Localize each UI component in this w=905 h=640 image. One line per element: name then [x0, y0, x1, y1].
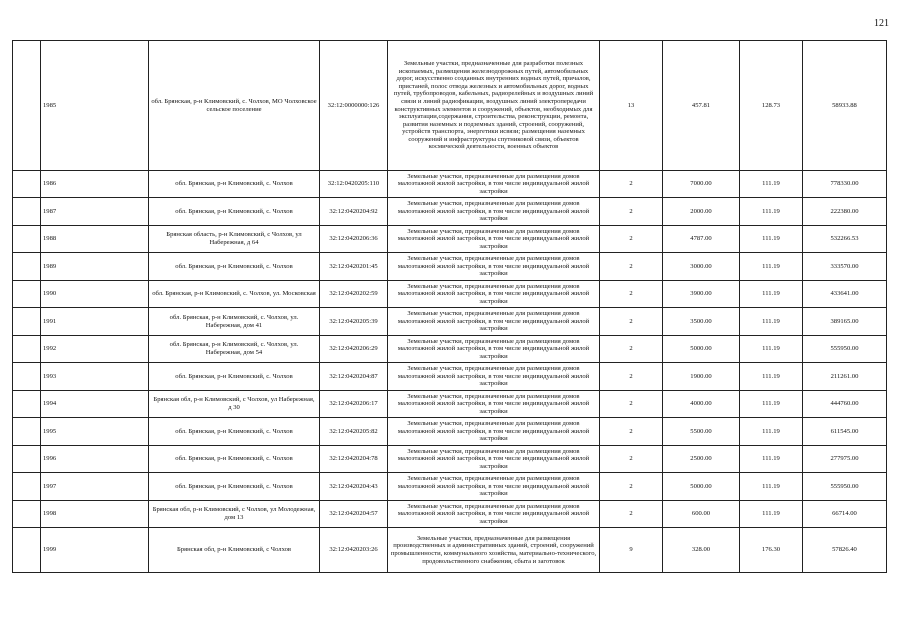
address-cell: обл. Брянская, р-н Климовский, с. Чолхов — [149, 418, 320, 446]
area-cell: 1900.00 — [663, 363, 740, 391]
cadastral-number-cell: 32:12:0420202:59 — [320, 281, 388, 308]
address-cell: обл. Брянская, р-н Климовский, с. Чолхов, МО Чолховское сельское поселение — [149, 41, 320, 171]
row-number: 1991 — [41, 308, 149, 336]
row-number: 1992 — [41, 336, 149, 363]
blank-cell — [13, 171, 41, 198]
address-cell: обл. Брянская, р-н Климовский, с. Чолхов, ул. Набережная, дом 54 — [149, 336, 320, 363]
row-number: 1996 — [41, 446, 149, 473]
cadastral-value-cell: 333570.00 — [803, 253, 887, 281]
cadastral-value-cell: 778330.00 — [803, 171, 887, 198]
rate-cell: 111.19 — [740, 281, 803, 308]
category-cell: 2 — [600, 501, 663, 528]
table-row — [13, 446, 887, 473]
land-use-cell: Земельные участки, предназначенные для размещения домов малоэтажной жилой застройки, в том числе индивидуальной жилой застройки — [388, 473, 600, 501]
blank-cell — [13, 473, 41, 501]
category-cell: 13 — [600, 41, 663, 171]
row-number: 1998 — [41, 501, 149, 528]
blank-cell — [13, 41, 41, 171]
rate-cell: 111.19 — [740, 473, 803, 501]
table-row — [13, 501, 887, 528]
cadastral-value-cell: 433641.00 — [803, 281, 887, 308]
cadastral-number-cell: 32:12:0420204:43 — [320, 473, 388, 501]
cadastral-value-cell: 444760.00 — [803, 391, 887, 418]
address-cell: обл. Брянская, р-н Климовский, с. Чолхов — [149, 473, 320, 501]
row-number: 1986 — [41, 171, 149, 198]
area-cell: 3500.00 — [663, 308, 740, 336]
area-cell: 457.81 — [663, 41, 740, 171]
category-cell: 2 — [600, 308, 663, 336]
area-cell: 2500.00 — [663, 446, 740, 473]
table-row — [13, 253, 887, 281]
area-cell: 2000.00 — [663, 198, 740, 226]
cadastral-value-cell: 532266.53 — [803, 226, 887, 253]
blank-cell — [13, 501, 41, 528]
land-use-cell: Земельные участки, предназначенные для размещения домов малоэтажной жилой застройки, в том числе индивидуальной жилой застройки — [388, 391, 600, 418]
category-cell: 2 — [600, 391, 663, 418]
area-cell: 7000.00 — [663, 171, 740, 198]
cadastral-number-cell: 32:12:0420205:110 — [320, 171, 388, 198]
land-use-cell: Земельные участки, предназначенные для размещения домов малоэтажной жилой застройки, в том числе индивидуальной жилой застройки — [388, 198, 600, 226]
category-cell: 2 — [600, 226, 663, 253]
address-cell: обл. Брянская, р-н Климовский, с. Чолхов — [149, 253, 320, 281]
address-cell: обл. Брянская, р-н Климовский, с. Чолхов — [149, 171, 320, 198]
row-number: 1988 — [41, 226, 149, 253]
land-use-cell: Земельные участки, предназначенные для размещения домов малоэтажной жилой застройки, в том числе индивидуальной жилой застройки — [388, 281, 600, 308]
land-use-cell: Земельные участки, предназначенные для размещения производственных и административных зданий, строений, сооружений промышленности, коммунального хозяйства, материально-технического, продовольственного снабжения, сбыта и заготовок — [388, 528, 600, 573]
category-cell: 2 — [600, 363, 663, 391]
category-cell: 2 — [600, 446, 663, 473]
table-row — [13, 41, 887, 171]
land-use-cell: Земельные участки, предназначенные для размещения домов малоэтажной жилой застройки, в том числе индивидуальной жилой застройки — [388, 336, 600, 363]
cadastral-number-cell: 32:12:0420206:29 — [320, 336, 388, 363]
category-cell: 9 — [600, 528, 663, 573]
table-row — [13, 528, 887, 573]
blank-cell — [13, 226, 41, 253]
rate-cell: 111.19 — [740, 446, 803, 473]
cadastral-number-cell: 32:12:0000000:126 — [320, 41, 388, 171]
rate-cell: 111.19 — [740, 391, 803, 418]
area-cell: 4000.00 — [663, 391, 740, 418]
rate-cell: 111.19 — [740, 336, 803, 363]
category-cell: 2 — [600, 281, 663, 308]
land-use-cell: Земельные участки, предназначенные для размещения домов малоэтажной жилой застройки, в том числе индивидуальной жилой застройки — [388, 446, 600, 473]
rate-cell: 176.30 — [740, 528, 803, 573]
cadastral-value-cell: 555950.00 — [803, 473, 887, 501]
cadastral-number-cell: 32:12:0420204:87 — [320, 363, 388, 391]
row-number: 1997 — [41, 473, 149, 501]
row-number: 1995 — [41, 418, 149, 446]
cadastral-number-cell: 32:12:0420203:26 — [320, 528, 388, 573]
category-cell: 2 — [600, 253, 663, 281]
cadastral-number-cell: 32:12:0420204:57 — [320, 501, 388, 528]
rate-cell: 111.19 — [740, 363, 803, 391]
cadastral-number-cell: 32:12:0420205:39 — [320, 308, 388, 336]
category-cell: 2 — [600, 418, 663, 446]
blank-cell — [13, 198, 41, 226]
address-cell: обл. Брянская, р-н Климовский, с. Чолхов — [149, 446, 320, 473]
table-row — [13, 171, 887, 198]
cadastral-number-cell: 32:12:0420201:45 — [320, 253, 388, 281]
table-row — [13, 198, 887, 226]
rate-cell: 111.19 — [740, 308, 803, 336]
land-use-cell: Земельные участки, предназначенные для размещения домов малоэтажной жилой застройки, в том числе индивидуальной жилой застройки — [388, 308, 600, 336]
blank-cell — [13, 528, 41, 573]
row-number: 1987 — [41, 198, 149, 226]
blank-cell — [13, 363, 41, 391]
address-cell: Брянская область, р-н Климовский, с Чолхов, ул Набережная, д 64 — [149, 226, 320, 253]
cadastral-value-cell: 555950.00 — [803, 336, 887, 363]
cadastral-number-cell: 32:12:0420204:78 — [320, 446, 388, 473]
rate-cell: 128.73 — [740, 41, 803, 171]
rate-cell: 111.19 — [740, 171, 803, 198]
cadastral-value-cell: 611545.00 — [803, 418, 887, 446]
area-cell: 328.00 — [663, 528, 740, 573]
cadastral-value-cell: 211261.00 — [803, 363, 887, 391]
rate-cell: 111.19 — [740, 418, 803, 446]
table-row — [13, 226, 887, 253]
row-number: 1990 — [41, 281, 149, 308]
area-cell: 5000.00 — [663, 336, 740, 363]
area-cell: 3900.00 — [663, 281, 740, 308]
table-row — [13, 391, 887, 418]
cadastral-number-cell: 32:12:0420206:36 — [320, 226, 388, 253]
blank-cell — [13, 446, 41, 473]
category-cell: 2 — [600, 336, 663, 363]
category-cell: 2 — [600, 198, 663, 226]
area-cell: 5000.00 — [663, 473, 740, 501]
rate-cell: 111.19 — [740, 226, 803, 253]
table-row — [13, 308, 887, 336]
land-use-cell: Земельные участки, предназначенные для размещения домов малоэтажной жилой застройки, в том числе индивидуальной жилой застройки — [388, 363, 600, 391]
table-row — [13, 363, 887, 391]
table-row — [13, 281, 887, 308]
cadastral-value-cell: 57826.40 — [803, 528, 887, 573]
rate-cell: 111.19 — [740, 501, 803, 528]
cadastral-value-cell: 58933.88 — [803, 41, 887, 171]
cadastral-number-cell: 32:12:0420204:92 — [320, 198, 388, 226]
table-row — [13, 336, 887, 363]
cadastral-value-cell: 277975.00 — [803, 446, 887, 473]
blank-cell — [13, 336, 41, 363]
area-cell: 600.00 — [663, 501, 740, 528]
land-use-cell: Земельные участки, предназначенные для размещения домов малоэтажной жилой застройки, в том числе индивидуальной жилой застройки — [388, 226, 600, 253]
land-use-cell: Земельные участки, предназначенные для размещения домов малоэтажной жилой застройки, в том числе индивидуальной жилой застройки — [388, 171, 600, 198]
blank-cell — [13, 391, 41, 418]
table-row — [13, 418, 887, 446]
row-number: 1989 — [41, 253, 149, 281]
area-cell: 5500.00 — [663, 418, 740, 446]
address-cell: обл. Брянская, р-н Климовский, с. Чолхов — [149, 198, 320, 226]
land-registry-table — [12, 40, 887, 573]
blank-cell — [13, 281, 41, 308]
land-use-cell: Земельные участки, предназначенные для разработки полезных ископаемых, размещения железнодорожных путей, автомобильных дорог, искусственно созданных внутренних водных путей, причалов, пристаней, полос отвода железных и автомобильных дорог, водных путей, трубопроводов, кабельных, радиорелейных и воздушных линий связи и линий радиофикации, воздушных линий электропередачи конструктивных элементов и сооружений, объектов, необходимых для эксплуатации,содержания, строительства, реконструкции, ремонта, развития наземных и подземных зданий, строений, сооружений, устройств транспорта, энергетики исвязи; размещения наземных сооружений и инфраструктуры спутниковой связи, объектов космической деятельности, военных объектов — [388, 41, 600, 171]
page-number: 121 — [874, 18, 889, 29]
row-number: 1994 — [41, 391, 149, 418]
row-number: 1985 — [41, 41, 149, 171]
address-cell: обл. Брянская, р-н Климовский, с. Чолхов, ул. Московская — [149, 281, 320, 308]
area-cell: 4787.00 — [663, 226, 740, 253]
land-use-cell: Земельные участки, предназначенные для размещения домов малоэтажной жилой застройки, в том числе индивидуальной жилой застройки — [388, 501, 600, 528]
cadastral-number-cell: 32:12:0420206:17 — [320, 391, 388, 418]
row-number: 1999 — [41, 528, 149, 573]
table-row — [13, 473, 887, 501]
land-use-cell: Земельные участки, предназначенные для размещения домов малоэтажной жилой застройки, в том числе индивидуальной жилой застройки — [388, 418, 600, 446]
land-use-cell: Земельные участки, предназначенные для размещения домов малоэтажной жилой застройки, в том числе индивидуальной жилой застройки — [388, 253, 600, 281]
address-cell: Брянская обл, р-н Климовский, с Чолхов — [149, 528, 320, 573]
address-cell: обл. Брянская, р-н Климовский, с. Чолхов, ул. Набережная, дом 41 — [149, 308, 320, 336]
blank-cell — [13, 308, 41, 336]
address-cell: обл. Брянская, р-н Климовский, с. Чолхов — [149, 363, 320, 391]
table-body — [13, 41, 887, 573]
address-cell: Брянская обл, р-н Климовский, с Чолхов, ул Молодежная, дом 13 — [149, 501, 320, 528]
rate-cell: 111.19 — [740, 253, 803, 281]
cadastral-value-cell: 222380.00 — [803, 198, 887, 226]
row-number: 1993 — [41, 363, 149, 391]
category-cell: 2 — [600, 473, 663, 501]
area-cell: 3000.00 — [663, 253, 740, 281]
blank-cell — [13, 418, 41, 446]
cadastral-value-cell: 66714.00 — [803, 501, 887, 528]
address-cell: Брянская обл, р-н Климовский, с Чолхов, ул Набережная, д 30 — [149, 391, 320, 418]
blank-cell — [13, 253, 41, 281]
category-cell: 2 — [600, 171, 663, 198]
cadastral-value-cell: 389165.00 — [803, 308, 887, 336]
rate-cell: 111.19 — [740, 198, 803, 226]
cadastral-number-cell: 32:12:0420205:82 — [320, 418, 388, 446]
